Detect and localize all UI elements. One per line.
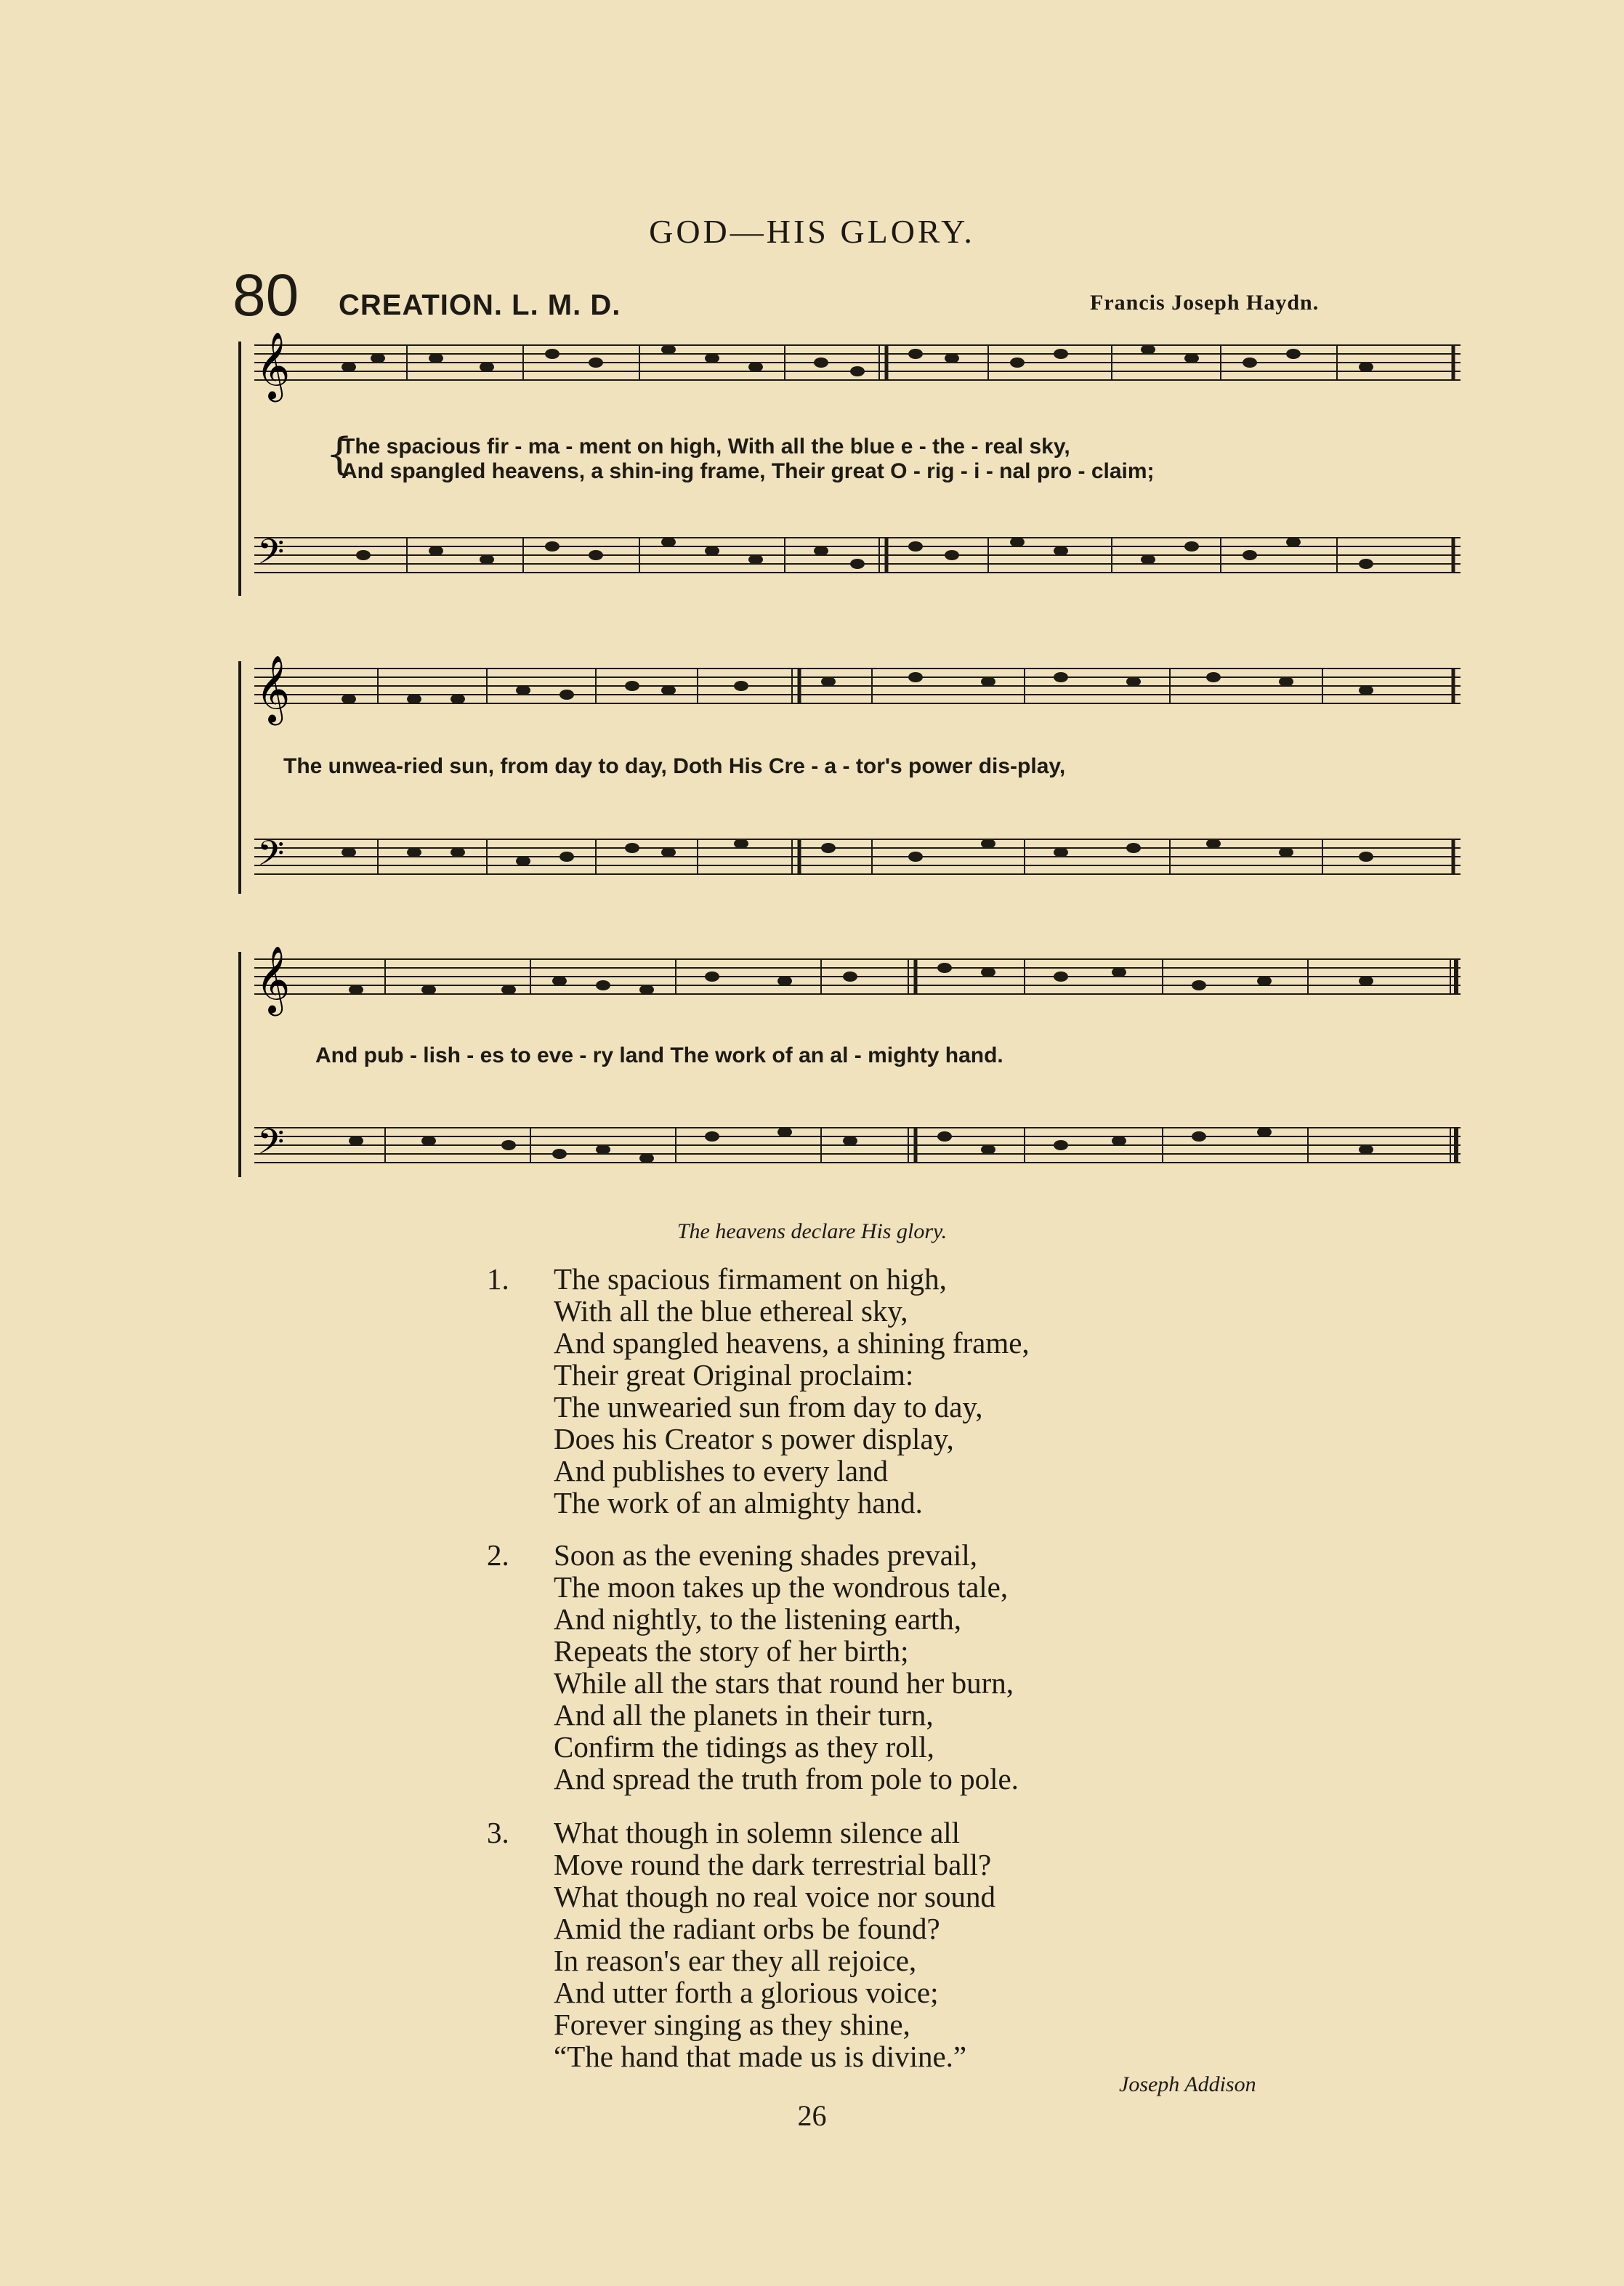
- stanza-line: The moon takes up the wondrous tale,: [554, 1570, 1009, 1604]
- treble-clef-icon: 𝄞: [256, 331, 291, 399]
- stanza-line: And spangled heavens, a shining frame,: [554, 1326, 1030, 1360]
- stanza-line: What though no real voice nor sound: [554, 1880, 996, 1913]
- stanza-line: With all the blue ethereal sky,: [554, 1294, 908, 1328]
- lyric-line-2: The unwea-ried sun, from day to day, Doth His Cre - a - tor's power dis-play,: [283, 754, 1066, 778]
- stanza-line: And nightly, to the listening earth,: [554, 1602, 962, 1636]
- text-author: Joseph Addison: [1119, 2072, 1256, 2096]
- stanza-line: In reason's ear they all rejoice,: [554, 1944, 917, 1977]
- bass-clef-icon: 𝄢: [257, 1121, 285, 1171]
- stanza-line: Soon as the evening shades prevail,: [554, 1538, 977, 1572]
- stanza-line: Their great Original proclaim:: [554, 1358, 914, 1392]
- music-system-1: [233, 320, 1468, 610]
- verse-brace-icon: {: [326, 429, 354, 480]
- lyric-line-1b: And spangled heavens, a shin-ing frame, Their great O - rig - i - nal pro - claim;: [342, 459, 1155, 483]
- stanza-line: Move round the dark terrestrial ball?: [554, 1848, 992, 1881]
- stanza-line: “The hand that made us is divine.”: [554, 2040, 967, 2073]
- page-number: 26: [797, 2099, 827, 2132]
- stanza-line: Confirm the tidings as they roll,: [554, 1730, 934, 1764]
- lyric-line-3: And pub - lish - es to eve - ry land The work of an al - mighty hand.: [315, 1043, 1003, 1067]
- stanza-line: And spread the truth from pole to pole.: [554, 1762, 1019, 1796]
- treble-clef-icon: 𝄞: [256, 655, 291, 722]
- stanza-line: Does his Creator s power display,: [554, 1422, 954, 1455]
- staff-pair-3: [233, 937, 1468, 1213]
- stanza-line: The work of an almighty hand.: [554, 1486, 923, 1519]
- treble-clef-icon: 𝄞: [256, 945, 291, 1013]
- stanza-number: 2.: [487, 1538, 509, 1572]
- hymn-caption: The heavens declare His glory.: [676, 1219, 948, 1243]
- composer: Francis Joseph Haydn.: [1090, 291, 1320, 315]
- section-title: GOD—HIS GLORY.: [649, 213, 975, 250]
- stanza-line: Amid the radiant orbs be found?: [554, 1912, 940, 1945]
- music-system-2: [233, 647, 1468, 908]
- stanza-line: Forever singing as they shine,: [554, 2008, 910, 2041]
- stanza-line: And all the planets in their turn,: [554, 1698, 934, 1732]
- stanza-1: [487, 1263, 1431, 1524]
- bass-clef-icon: 𝄢: [257, 833, 285, 882]
- stanza-line: And publishes to every land: [554, 1454, 889, 1487]
- bass-clef-icon: 𝄢: [257, 531, 285, 581]
- stanza-line: While all the stars that round her burn,: [554, 1666, 1014, 1700]
- stanza-line: Repeats the story of her birth;: [554, 1634, 909, 1668]
- stanza-line: The spacious firmament on high,: [554, 1262, 947, 1296]
- stanza-line: And utter forth a glorious voice;: [554, 1976, 939, 2009]
- stanza-line: The unwearied sun from day to day,: [554, 1390, 983, 1423]
- hymn-number: 80: [233, 262, 299, 328]
- stanza-2: [487, 1539, 1431, 1801]
- stanza-number: 3.: [487, 1816, 509, 1849]
- stanza-line: What though in solemn silence all: [554, 1816, 961, 1849]
- stanza-number: 1.: [487, 1262, 509, 1296]
- lyric-line-1a: The spacious fir - ma - ment on high, With all the blue e - the - real sky,: [342, 435, 1070, 459]
- music-system-3: [233, 937, 1468, 1213]
- stanza-3: [487, 1817, 1431, 2078]
- tune-name: CREATION. L. M. D.: [339, 289, 621, 321]
